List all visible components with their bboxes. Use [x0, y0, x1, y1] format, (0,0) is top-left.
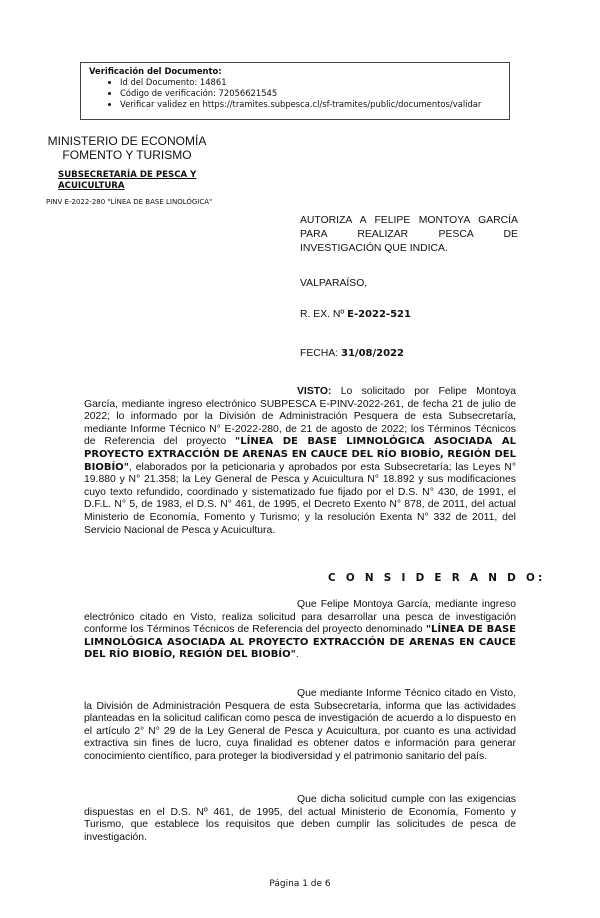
subsecretaria-line-2: ACUICULTURA [58, 181, 125, 191]
c1-text: Que Felipe Montoya García, mediante ingreso electrónico citado en Visto, realiza solicitud para desarrollar una pesca de investigación conforme los Términos Técnicos de Referencia del proyecto denominado [84, 599, 516, 636]
page-number: Página 1 de 6 [269, 879, 331, 889]
rex-number: E-2022-521 [347, 309, 411, 320]
c3-text: Que dicha solicitud cumple con las exigencias dispuestas en el D.S. Nº 461, de 1995, del actual Ministerio de Economía, Fomento y Turismo, que establece los requisitos que deben cumplir las solicitudes de pesca de investigación. [84, 794, 516, 843]
c1-project-title: "LÍNEA DE BASE LIMNOLÓGICA ASOCIADA AL PROYECTO EXTRACCIÓN DE ARENAS EN CAUCE DEL RÍO BIOBÍO, REGIÓN DEL BIOBÍO" [84, 624, 516, 661]
ministry-line-2: FOMENTO Y TURISMO [62, 148, 192, 162]
subsecretaria-line-1: SUBSECRETARÍA DE PESCA Y [58, 170, 197, 180]
verification-list [89, 77, 509, 110]
ministry-header [42, 134, 212, 162]
visto-paragraph [84, 386, 516, 537]
document-id: • Id del Documento: 14861 [120, 77, 509, 88]
considerando-3 [84, 794, 516, 844]
considerando-heading: C O N S I D E R A N D O: [328, 572, 546, 584]
resolution-number [300, 309, 411, 320]
verification-title: Verificación del Documento: [89, 66, 222, 76]
considerando-2 [84, 688, 516, 764]
c2-text: Que mediante Informe Técnico citado en Visto, la División de Administración Pesquera de esta Subsecretaría, informa que las actividades planteadas en la solicitud califican como pesca de investigación de acuerdo a lo dispuesto en el artículo 2° N° 29 de la Ley General de Pesca y Acuicultura, por cuanto es una actividad extractiva sin fines de lucro, cuya finalidad es obtener datos e información para generar conocimiento científico, para proteger la biodiversidad y el patrimonio sanitario del país. [84, 688, 516, 762]
resolution-subject: AUTORIZA A FELIPE MONTOYA GARCÍA PARA REALIZAR PESCA DE INVESTIGACIÓN QUE INDICA. [300, 215, 518, 254]
verification-box [80, 62, 510, 120]
place-line: VALPARAÍSO, [300, 278, 368, 289]
verification-code: • Código de verificación: 72056621545 [120, 88, 509, 99]
reference-code: PINV E-2022-280 "LÍNEA DE BASE LINOLÓGICA" [46, 198, 213, 206]
c1-end: . [295, 649, 299, 661]
visto-project-title: "LÍNEA DE BASE LIMNOLÓGICA ASOCIADA AL PROYECTO EXTRACCIÓN DE ARENAS EN CAUCE DEL RÍO BIOBÍO, REGIÓN DEL BIOBÍO" [84, 436, 516, 473]
fecha-value: 31/08/2022 [341, 348, 404, 359]
verification-url[interactable]: • Verificar validez en https://tramites.subpesca.cl/sf-tramites/public/documentos/validar [120, 99, 509, 110]
resolution-date [300, 348, 404, 359]
fecha-label: FECHA: [300, 348, 341, 359]
visto-text-1: Lo solicitado por Felipe Montoya García, mediante ingreso electrónico SUBPESCA E-PINV-2022-261, de fecha 21 de julio de 2022; lo informado por la División de Administración Pesquera de esta Subsecretaría, mediante Informe Técnico N° E-2022-280, de 21 de agosto de 2022; los Términos Técnicos de Referencia del proyecto [84, 386, 516, 448]
ministry-line-1: MINISTERIO DE ECONOMÍA [47, 134, 207, 148]
visto-text-2: , elaborados por la peticionaria y aprobados por esta Subsecretaría; las Leyes N° 19.880 y N° 21.358; la Ley General de Pesca y Acuicultura N° 18.892 y sus modificaciones cuyo texto refundido, coordinado y sistematizado fue fijado por el D.S. N° 430, de 1991, el D.F.L. N° 5, de 1983, el D.S. N° 461, de 1995, el Decreto Exento N° 878, de 2011, del actual Ministerio de Economía, Fomento y Turismo; y la resolución Exenta N° 332 de 2011, del Servicio Nacional de Pesca y Acuicultura. [84, 461, 516, 536]
visto-label: VISTO: [297, 386, 332, 397]
subsecretaria-header [58, 170, 218, 192]
considerando-1 [84, 599, 516, 662]
rex-label: R. EX. Nº [300, 309, 348, 320]
